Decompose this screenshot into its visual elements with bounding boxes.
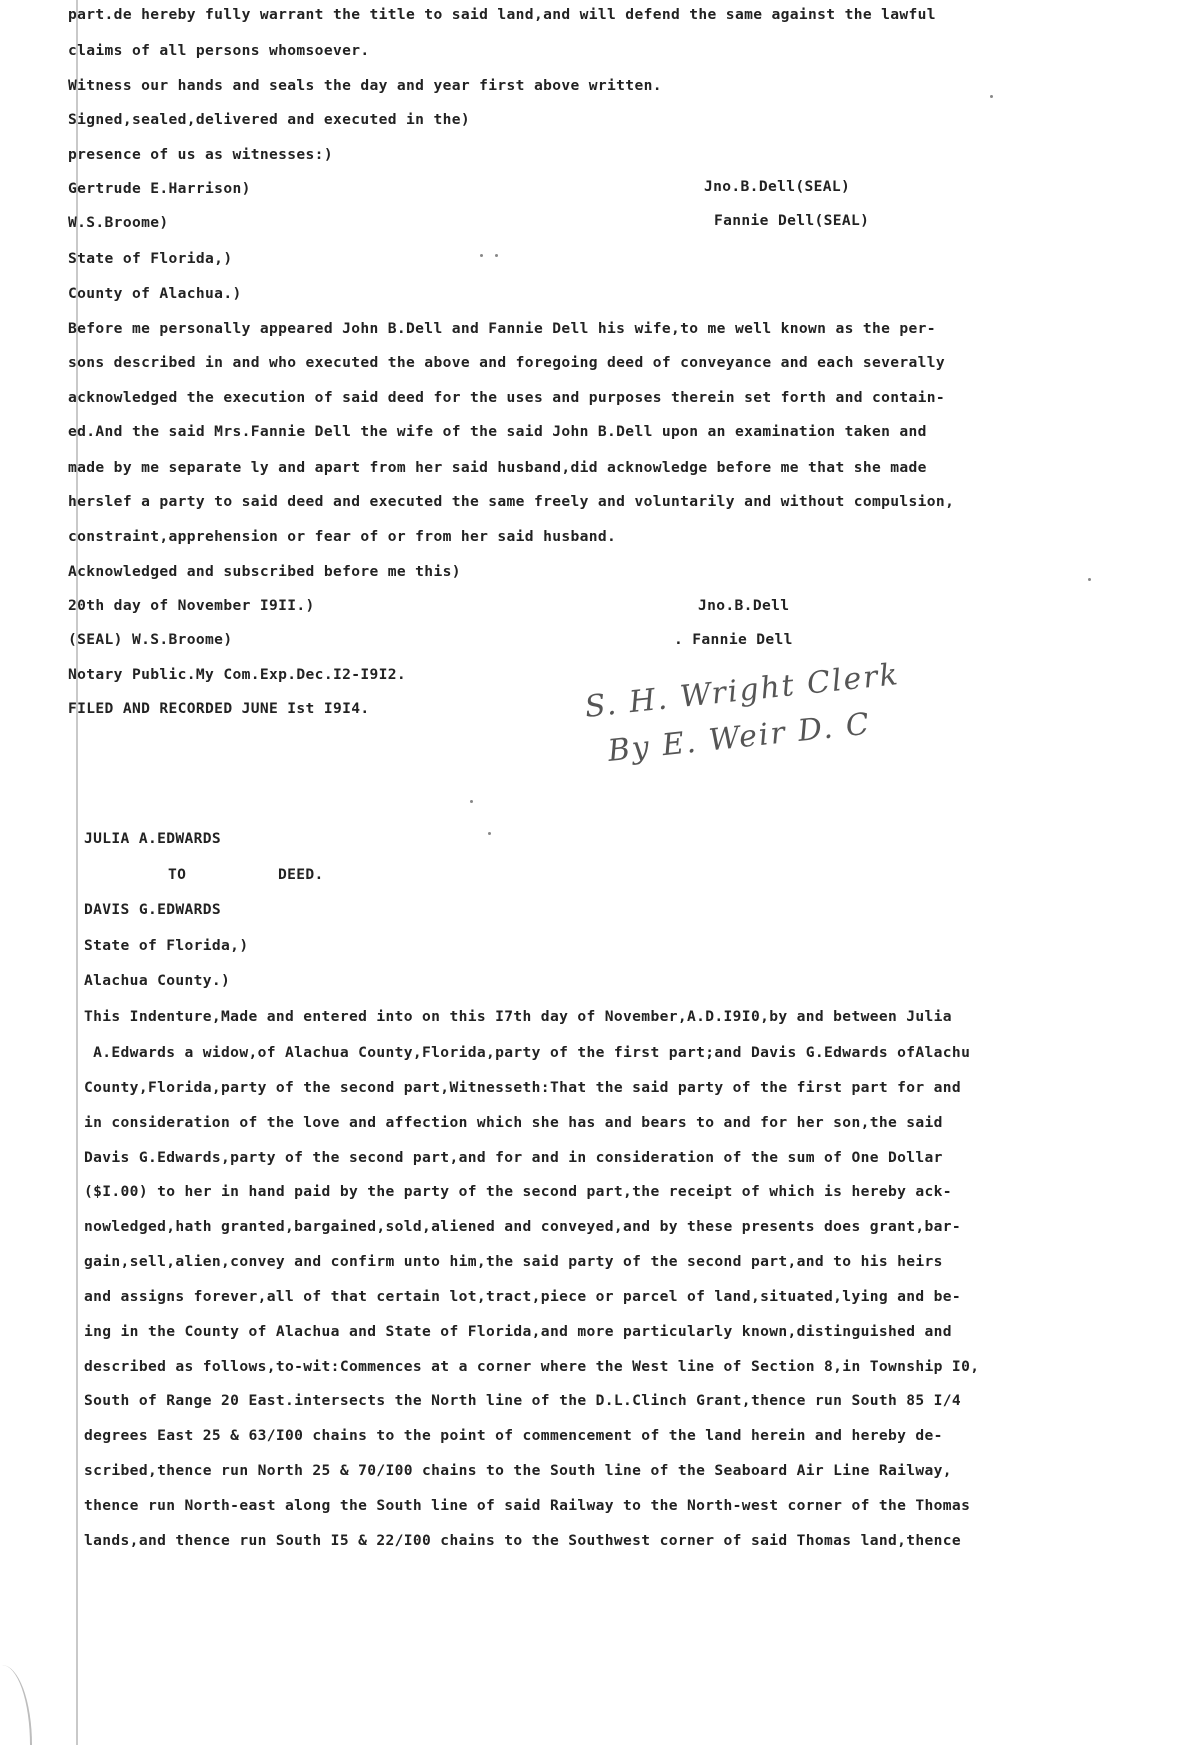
text-line: Witness our hands and seals the day and year first above written. [68, 77, 662, 94]
filing-line: FILED AND RECORDED JUNE Ist I9I4. [68, 700, 370, 717]
text-line: acknowledged the execution of said deed for the uses and purposes therein set forth and contain- [68, 389, 946, 406]
venue-line: State of Florida,) [68, 250, 233, 267]
venue-line: Alachua County.) [84, 972, 231, 989]
witness-name: Gertrude E.Harrison) [68, 180, 251, 197]
scan-speck [470, 800, 473, 803]
text-line: County,Florida,party of the second part,Witnesseth:That the said party of the first part for and [84, 1079, 962, 1096]
text-line: lands,and thence run South I5 & 22/I00 chains to the Southwest corner of said Thomas land,thence [84, 1532, 962, 1549]
deed-type: DEED. [278, 866, 324, 883]
witness-name: W.S.Broome) [68, 214, 169, 231]
grantor-signature: Jno.B.Dell(SEAL) [704, 178, 851, 195]
scan-speck [480, 254, 483, 257]
clerk-handwritten-signature: S. H. Wright Clerk [583, 657, 902, 725]
text-line: in consideration of the love and affection which she has and bears to and for her son,the said [84, 1114, 943, 1131]
text-line: made by me separate ly and apart from her said husband,did acknowledge before me that she made [68, 459, 927, 476]
text-line: presence of us as witnesses:) [68, 146, 333, 163]
text-line: Signed,sealed,delivered and executed in the) [68, 111, 470, 128]
text-line: This Indenture,Made and entered into on this I7th day of November,A.D.I9I0,by and between Julia [84, 1008, 952, 1025]
venue-line: County of Alachua.) [68, 285, 242, 302]
text-line: scribed,thence run North 25 & 70/I00 chains to the South line of the Seaboard Air Line Railway, [84, 1462, 952, 1479]
text-line: and assigns forever,all of that certain lot,tract,piece or parcel of land,situated,lying and be- [84, 1288, 962, 1305]
scan-speck [1088, 578, 1091, 581]
text-line: Before me personally appeared John B.Dell and Fannie Dell his wife,to me well known as the per- [68, 320, 936, 337]
deed-grantor: JULIA A.EDWARDS [84, 830, 222, 847]
clerk-handwritten-signature: By E. Weir D. C [606, 706, 873, 769]
text-line: claims of all persons whomsoever. [68, 42, 370, 59]
text-line: gain,sell,alien,convey and confirm unto him,the said party of the second part,and to his heirs [84, 1253, 943, 1270]
text-line: nowledged,hath granted,bargained,sold,aliened and conveyed,and by these presents does grant,bar- [84, 1218, 962, 1235]
text-line: ing in the County of Alachua and State of Florida,and more particularly known,distinguished and [84, 1323, 952, 1340]
text-line: part.de hereby fully warrant the title to said land,and will defend the same against the lawful [68, 6, 936, 23]
scan-speck [495, 254, 498, 257]
text-line: South of Range 20 East.intersects the North line of the D.L.Clinch Grant,thence run South 85 I/4 [84, 1392, 962, 1409]
text-line: sons described in and who executed the above and foregoing deed of conveyance and each severally [68, 354, 946, 371]
text-line: described as follows,to-wit:Commences at a corner where the West line of Section 8,in Township I0, [84, 1358, 980, 1375]
deed-grantee: DAVIS G.EDWARDS [84, 901, 222, 918]
grantor-signature: Fannie Dell(SEAL) [714, 212, 870, 229]
text-line: ed.And the said Mrs.Fannie Dell the wife of the said John B.Dell upon an examination taken and [68, 423, 927, 440]
venue-line: State of Florida,) [84, 937, 249, 954]
text-line: Acknowledged and subscribed before me this) [68, 563, 461, 580]
signature-line: . Fannie Dell [674, 631, 793, 648]
text-line: 20th day of November I9II.) [68, 597, 315, 614]
deed-to: TO [168, 866, 187, 883]
text-line: herslef a party to said deed and executed the same freely and voluntarily and without compulsion, [68, 493, 955, 510]
text-line: constraint,apprehension or fear of or from her said husband. [68, 528, 617, 545]
scan-speck [990, 95, 993, 98]
text-line: (SEAL) W.S.Broome) [68, 631, 233, 648]
text-line: Notary Public.My Com.Exp.Dec.I2-I9I2. [68, 666, 407, 683]
text-line: ($I.00) to her in hand paid by the party of the second part,the receipt of which is hereby ack- [84, 1183, 952, 1200]
page-corner-curl [0, 1665, 32, 1745]
scan-speck [488, 832, 491, 835]
text-line: thence run North-east along the South line of said Railway to the North-west corner of the Thomas [84, 1497, 971, 1514]
signature-line: Jno.B.Dell [698, 597, 790, 614]
text-line: Davis G.Edwards,party of the second part,and for and in consideration of the sum of One Dollar [84, 1149, 943, 1166]
text-line: A.Edwards a widow,of Alachua County,Florida,party of the first part;and Davis G.Edwards ofAlachu [84, 1044, 971, 1061]
text-line: degrees East 25 & 63/I00 chains to the point of commencement of the land herein and hereby de- [84, 1427, 943, 1444]
